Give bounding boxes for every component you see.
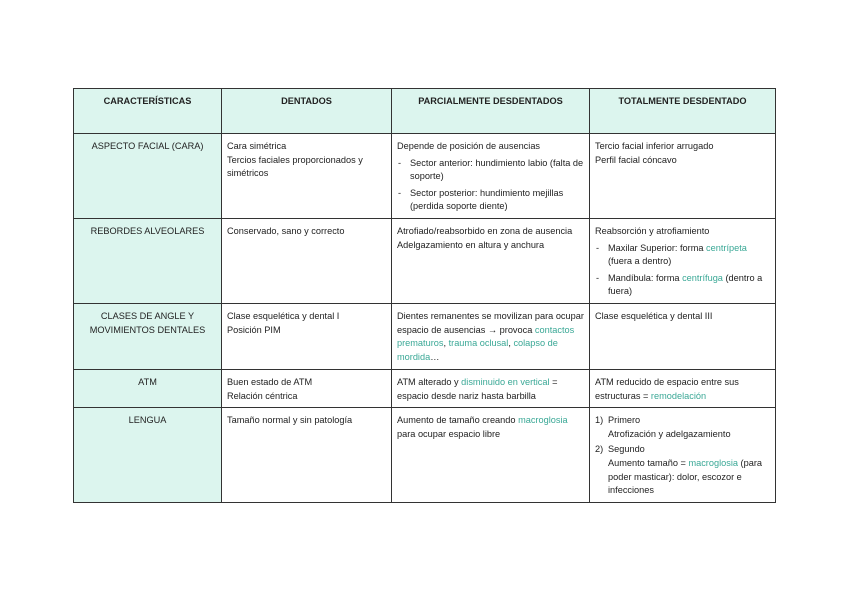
cell-text: Depende de posición de ausencias <box>397 141 541 151</box>
list-item <box>595 443 770 497</box>
cell-text: Adelgazamiento en altura y anchura <box>397 239 545 250</box>
cell-dentados <box>222 218 392 303</box>
cell-text: Cara simétrica <box>227 141 287 151</box>
cell-total <box>590 303 776 369</box>
cell-dentados <box>222 369 392 407</box>
table-row <box>74 369 776 407</box>
dash-list <box>595 242 770 299</box>
list-number: 2) <box>595 444 604 455</box>
cell-text: (fuera a dentro) <box>608 256 672 267</box>
cell-dentados <box>222 303 392 369</box>
cell-parcial <box>392 303 590 369</box>
cell-parcial <box>392 408 590 503</box>
table-row <box>74 134 776 219</box>
highlight-text: centrípeta <box>706 242 747 253</box>
cell-text: Posición PIM <box>227 324 281 335</box>
cell-text: Perfil facial cóncavo <box>595 154 677 165</box>
row-label-lengua: LENGUA <box>74 408 222 503</box>
cell-text: Tercios faciales proporcionados y simétricos <box>227 154 363 179</box>
cell-text: Maxilar Superior: forma <box>608 242 707 253</box>
list-item <box>595 272 770 299</box>
cell-text: Atrofiado/reabsorbido en zona de ausencia <box>397 225 573 236</box>
cell-text: ATM alterado y <box>397 376 462 387</box>
header-totalmente-desdentado: TOTALMENTE DESDENTADO <box>590 89 776 134</box>
cell-text: Buen estado de ATM <box>227 376 313 387</box>
list-item: - Sector posterior: hundimiento mejillas (perdida soporte diente) <box>397 187 584 214</box>
cell-text: Segundo <box>608 444 645 455</box>
list-item <box>595 414 770 441</box>
highlight-text: contactos prematuros <box>397 324 575 349</box>
list-item <box>595 242 770 269</box>
row-label-aspecto-facial: ASPECTO FACIAL (CARA) <box>74 134 222 219</box>
highlight-text: macroglosia <box>688 457 738 468</box>
cell-text: Relación céntrica <box>227 390 298 401</box>
cell-text: Tamaño normal y sin patología <box>227 415 353 426</box>
row-label-rebordes-alveolares: REBORDES ALVEOLARES <box>74 218 222 303</box>
cell-total <box>590 134 776 219</box>
cell-text: , <box>508 338 514 349</box>
table-row <box>74 303 776 369</box>
highlight-text: remodelación <box>650 390 707 401</box>
cell-text: ATM reducido de espacio entre sus estructuras = <box>595 376 739 401</box>
cell-text: (dentro a fuera) <box>608 272 763 297</box>
cell-parcial <box>392 134 590 219</box>
cell-text: Atrofización y adelgazamiento <box>608 428 731 439</box>
cell-text: Aumento de tamaño creando <box>397 415 519 426</box>
cell-text: Tercio facial inferior arrugado <box>595 141 714 151</box>
cell-text: Reabsorción y atrofiamiento <box>595 225 710 236</box>
cell-text: Aumento tamaño = <box>608 457 689 468</box>
row-label-atm: ATM <box>74 369 222 407</box>
header-caracteristicas: CARACTERÍSTICAS <box>74 89 222 134</box>
cell-dentados <box>222 408 392 503</box>
cell-text: , <box>443 338 449 349</box>
table-row <box>74 408 776 503</box>
highlight-text: macroglosia <box>518 415 568 426</box>
cell-total <box>590 369 776 407</box>
highlight-text: centrífuga <box>682 272 723 283</box>
cell-total <box>590 218 776 303</box>
cell-text: para ocupar espacio libre <box>397 428 501 439</box>
cell-total <box>590 408 776 503</box>
highlight-text: disminuido en vertical <box>461 376 550 387</box>
cell-text: Conservado, sano y correcto <box>227 225 345 236</box>
cell-text: (para poder masticar): dolor, escozor e infecciones <box>608 457 762 496</box>
header-dentados: DENTADOS <box>222 89 392 134</box>
table-row <box>74 218 776 303</box>
cell-text: Primero <box>608 415 641 426</box>
cell-dentados <box>222 134 392 219</box>
cell-parcial <box>392 218 590 303</box>
header-row <box>74 89 776 134</box>
highlight-text: trauma oclusal <box>448 338 509 349</box>
cell-text: … <box>430 351 440 362</box>
row-label-clases-angle: CLASES DE ANGLE Y MOVIMIENTOS DENTALES <box>74 303 222 369</box>
header-parcialmente-desdentados: PARCIALMENTE DESDENTADOS <box>392 89 590 134</box>
cell-text: = espacio desde nariz hasta barbilla <box>397 376 558 401</box>
comparison-table <box>73 88 776 503</box>
list-number: 1) <box>595 415 604 426</box>
numbered-list <box>595 414 770 498</box>
dash-list <box>397 157 584 214</box>
highlight-text: colapso de mordida <box>397 338 558 362</box>
list-item: - Sector anterior: hundimiento labio (falta de soporte) <box>397 157 584 184</box>
cell-text: Mandíbula: forma <box>608 272 683 283</box>
cell-text: Clase esquelética y dental I <box>227 310 340 321</box>
cell-parcial <box>392 369 590 407</box>
cell-text: Dientes remanentes se movilizan para ocupar espacio de ausencias → provoca <box>397 310 584 335</box>
cell-text: Clase esquelética y dental III <box>595 310 713 321</box>
